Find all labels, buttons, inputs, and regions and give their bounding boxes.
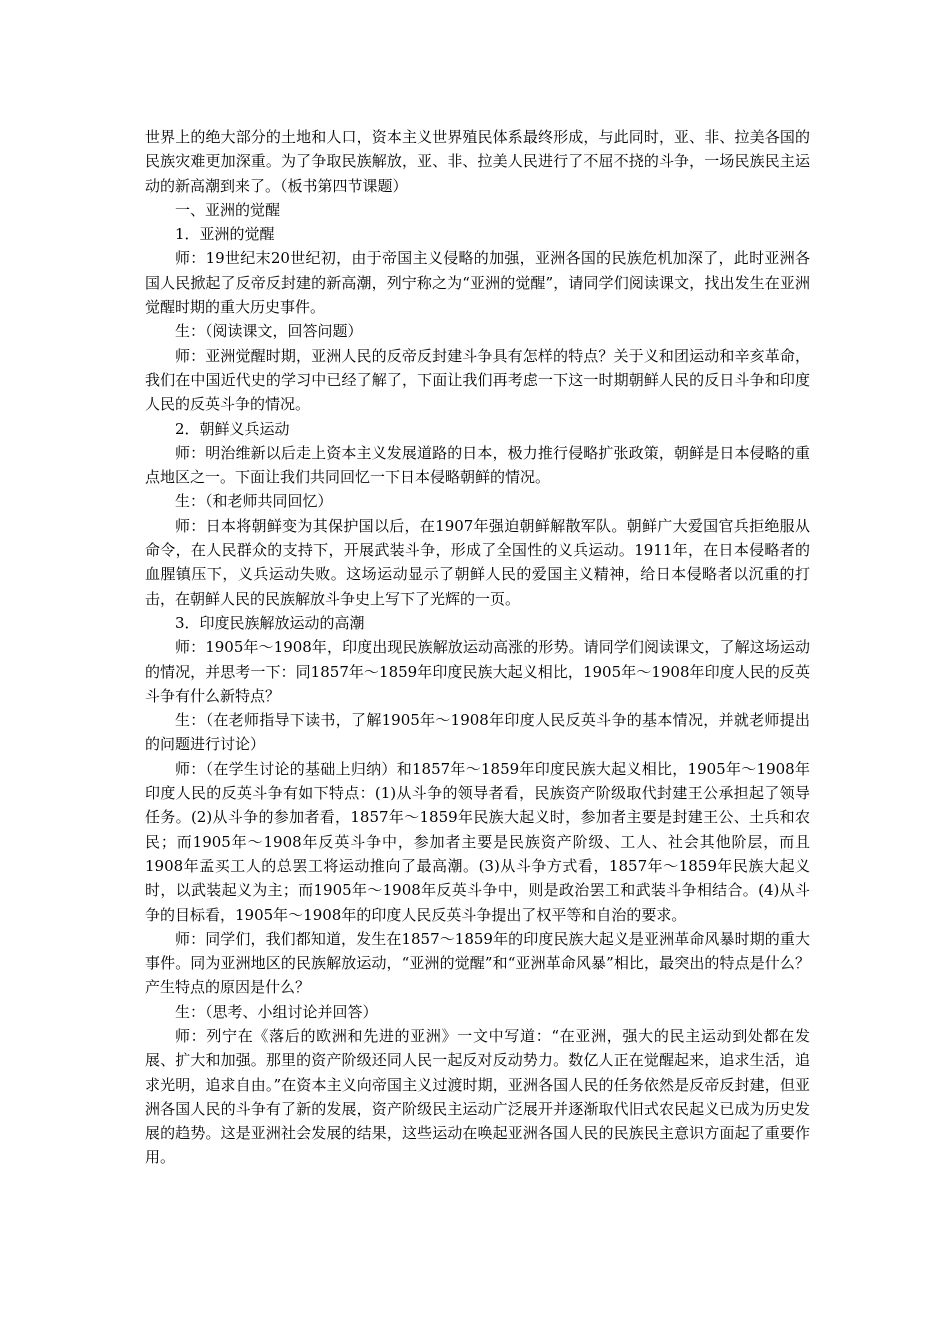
student-paragraph: 生：（和老师共同回忆） (175, 492, 333, 511)
teacher-paragraph: 师：同学们，我们都知道，发生在1857～1859年的印度民族大起义是亚洲革命风暴时期的重大事件。同为亚洲地区的民族解放运动，“亚洲的觉醒”和“亚洲革命风暴”相比，最突出的特点是什么？产生特点的原因是什么？ (145, 929, 810, 997)
student-paragraph: 生：（阅读课文，回答问题） (175, 322, 363, 341)
student-paragraph: 生：（在老师指导下读书，了解1905年～1908年印度人民反英斗争的基本情况，并就老师提出的问题进行讨论） (145, 711, 810, 754)
subheading-korea-righteous-army: 2．朝鲜义兵运动 (175, 419, 290, 438)
teacher-paragraph: 师：日本将朝鲜变为其保护国以后，在1907年强迫朝鲜解散军队。朝鲜广大爱国官兵拒绝服从命令，在人民群众的支持下，开展武装斗争，形成了全国性的义兵运动。1911年，在日本侵略者的血腥镇压下，义兵运动失败。这场运动显示了朝鲜人民的爱国主义精神，给日本侵略者以沉重的打击，在朝鲜人民的民族解放斗争史上写下了光辉的一页。 (145, 516, 810, 608)
student-paragraph: 生：（思考、小组讨论并回答） (175, 1002, 378, 1021)
teacher-paragraph: 师：明治维新以后走上资本主义发展道路的日本，极力推行侵略扩张政策，朝鲜是日本侵略的重点地区之一。下面让我们共同回忆一下日本侵略朝鲜的情况。 (145, 443, 810, 487)
teacher-paragraph: 师：列宁在《落后的欧洲和先进的亚洲》一文中写道：“在亚洲，强大的民主运动到处都在发展、扩大和加强。那里的资产阶级还同人民一起反对反动势力。数亿人正在觉醒起来，追求生活，追求光明，追求自由。”在资本主义向帝国主义过渡时期，亚洲各国人民的任务依然是反帝反封建，但亚洲各国人民的斗争有了新的发展，资产阶级民主运动广泛展开并逐渐取代旧式农民起义已成为历史发展的趋势。这是亚洲社会发展的结果，这些运动在唤起亚洲各国人民的民族民主意识方面起了重要作用。 (145, 1026, 810, 1167)
section-heading-asia-awakening: 一、亚洲的觉醒 (175, 200, 281, 219)
teacher-paragraph: 师：19世纪末20世纪初，由于帝国主义侵略的加强，亚洲各国的民族危机加深了，此时亚洲各国人民掀起了反帝反封建的新高潮，列宁称之为“亚洲的觉醒”，请同学们阅读课文，找出发生在亚洲觉醒时期的重大历史事件。 (145, 249, 810, 317)
teacher-paragraph: 师：（在学生讨论的基础上归纳）和1857年～1859年印度民族大起义相比，1905年～1908年印度人民的反英斗争有如下特点：(1)从斗争的领导者看，民族资产阶级取代封建王公承担起了领导任务。(2)从斗争的参加者看，1857年～1859年民族大起义时，参加者主要是封建王公、土兵和农民；而1905年～1908年反英斗争中，参加者主要是民族资产阶级、工人、社会其他阶层，而且1908年孟买工人的总罢工将运动推向了最高潮。(3)从斗争方式看，1857年～1859年民族大起义时，以武装起义为主；而1905年～1908年反英斗争中，则是政治罢工和武装斗争相结合。(4)从斗争的目标看，1905年～1908年的印度人民反英斗争提出了权平等和自治的要求。 (145, 759, 810, 924)
intro-paragraph: 世界上的绝大部分的土地和人口，资本主义世界殖民体系最终形成，与此同时，亚、非、拉美各国的民族灾难更加深重。为了争取民族解放，亚、非、拉美人民进行了不屈不挠的斗争，一场民族民主运动的新高潮到来了。（板书第四节课题） (145, 128, 810, 195)
subheading-asia-awakening: 1．亚洲的觉醒 (175, 225, 275, 244)
teacher-paragraph: 师：亚洲觉醒时期，亚洲人民的反帝反封建斗争具有怎样的特点？关于义和团运动和辛亥革命，我们在中国近代史的学习中已经了解了，下面让我们再考虑一下这一时期朝鲜人民的反日斗争和印度人民的反英斗争的情况。 (145, 346, 810, 414)
subheading-india-liberation: 3．印度民族解放运动的高潮 (175, 613, 365, 632)
document-body (145, 125, 810, 1170)
teacher-paragraph: 师：1905年～1908年，印度出现民族解放运动高涨的形势。请同学们阅读课文，了解这场运动的情况，并思考一下：同1857年～1859年印度民族大起义相比，1905年～1908年印度人民的反英斗争有什么新特点？ (145, 638, 810, 705)
